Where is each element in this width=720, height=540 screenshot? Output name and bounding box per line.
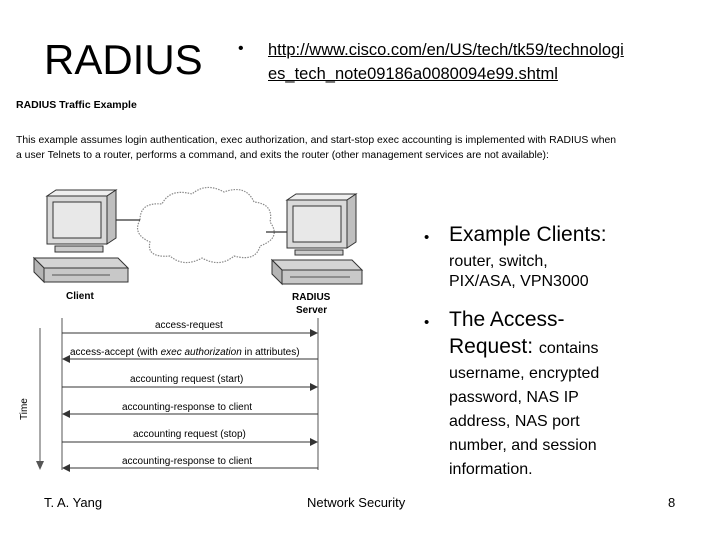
message-2 <box>62 347 318 363</box>
time-axis-arrowhead-icon <box>36 461 44 470</box>
server-label-line-1: RADIUS <box>292 292 331 303</box>
footer-course: Network Security <box>307 495 406 510</box>
access-request-heading-main: Request: <box>449 335 539 358</box>
arrow-left-icon <box>62 355 70 363</box>
access-request-heading <box>449 306 709 362</box>
access-request-detail-line: number, and session <box>449 437 597 454</box>
time-label: Time <box>19 398 30 420</box>
example-clients-heading: Example Clients: <box>449 223 607 246</box>
message-1 <box>62 320 318 337</box>
arrow-right-icon <box>310 438 318 446</box>
radius-server-icon <box>272 194 362 284</box>
access-request-heading-line: The Access- <box>449 308 565 331</box>
bullet-marker: • <box>424 314 430 331</box>
reference-link-line-1: http://www.cisco.com/en/US/tech/tk59/technologi <box>268 41 624 59</box>
arrow-left-icon <box>62 410 70 418</box>
client-computer-icon <box>34 190 128 282</box>
example-clients-detail-line: router, switch, <box>449 253 548 270</box>
client-label: Client <box>66 291 94 302</box>
access-request-heading-line <box>449 333 709 362</box>
bullet-marker: • <box>424 229 430 246</box>
figure-description-line-2: a user Telnets to a router, performs a command, and exits the router (other management services are not available): <box>16 150 549 161</box>
example-clients-detail <box>449 252 699 292</box>
message-3 <box>62 374 318 391</box>
reference-link-line-2: es_tech_note09186a0080094e99.shtml <box>268 65 558 83</box>
figure-heading: RADIUS Traffic Example <box>16 99 137 111</box>
message-label: access-request <box>155 320 223 331</box>
footer-author: T. A. Yang <box>44 495 103 510</box>
access-request-detail-line: username, encrypted <box>449 365 600 382</box>
page-number: 8 <box>668 495 676 510</box>
message-label: accounting request (stop) <box>133 429 246 440</box>
arrow-left-icon <box>62 464 70 472</box>
message-6 <box>62 456 318 472</box>
arrow-right-icon <box>310 329 318 337</box>
url-bullet-marker: • <box>238 40 244 57</box>
example-clients-detail-line: PIX/ASA, VPN3000 <box>449 273 589 290</box>
slide-title: RADIUS <box>44 36 203 83</box>
server-label-line-2: Server <box>296 305 328 316</box>
message-label: accounting-response to client <box>122 402 253 413</box>
message-label: accounting-response to client <box>122 456 253 467</box>
access-request-heading-tail: contains <box>538 340 599 357</box>
access-request-detail-line: information. <box>449 461 533 478</box>
message-label: accounting request (start) <box>130 374 244 385</box>
message-5 <box>62 429 318 446</box>
access-request-detail <box>449 362 699 482</box>
network-cloud-icon <box>138 187 275 262</box>
access-request-detail-line: password, NAS IP <box>449 389 579 406</box>
access-request-detail-line: address, NAS port <box>449 413 580 430</box>
figure-description-line-1: This example assumes login authentication, exec authorization, and start-stop exec accounting is implemented with RADIUS when <box>16 135 617 146</box>
message-4 <box>62 402 318 418</box>
message-label: access-accept (with exec authorization in attributes) <box>70 347 300 358</box>
arrow-right-icon <box>310 383 318 391</box>
